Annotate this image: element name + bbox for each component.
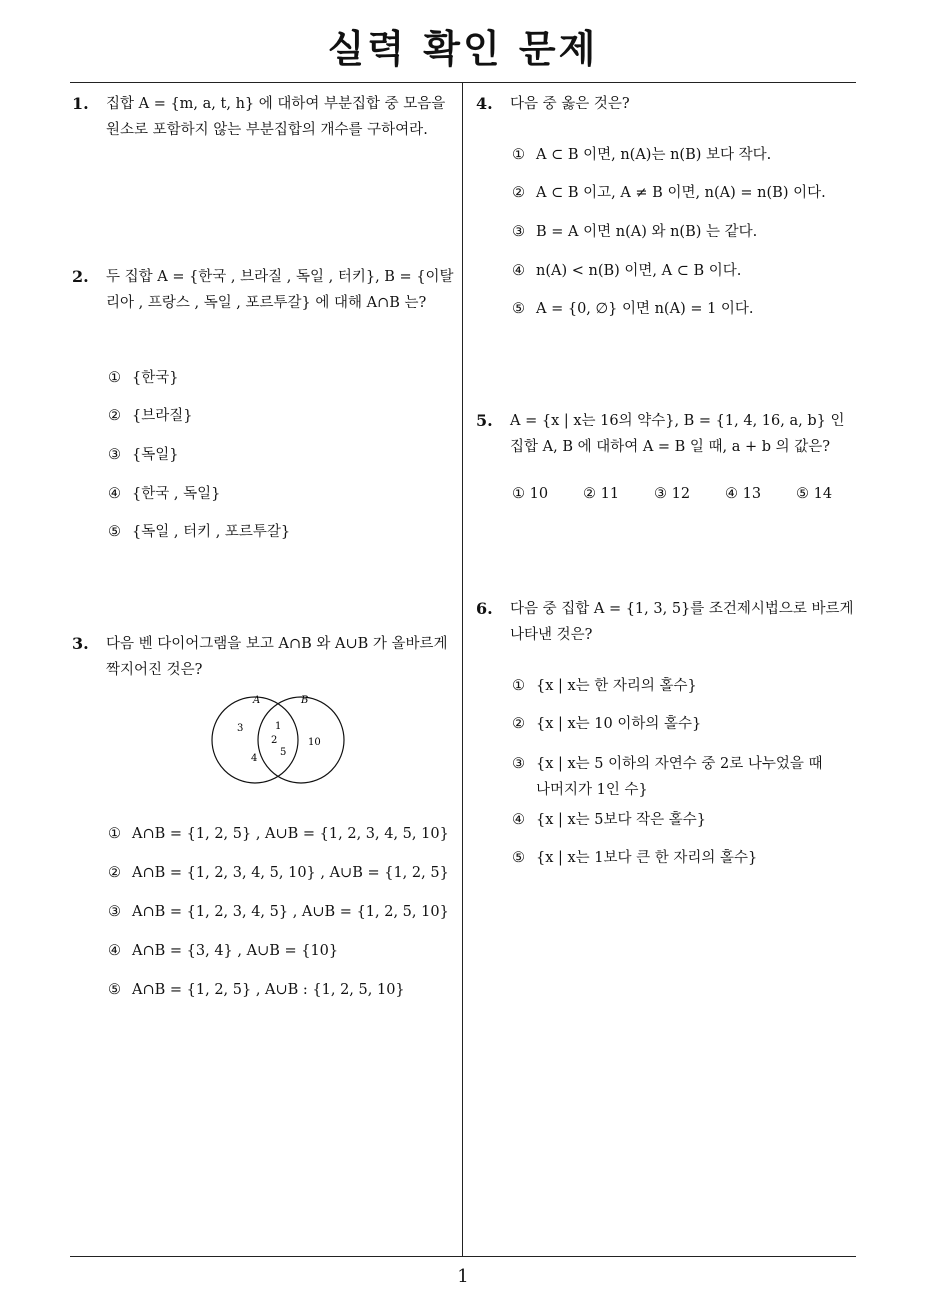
option-mark: ② [108, 865, 121, 881]
question-number: 2. [72, 267, 89, 286]
option-text: A∩B = {1, 2, 5} , A∪B : {1, 2, 5, 10} [132, 982, 405, 998]
q5-option-1[interactable] [512, 486, 583, 502]
set-a-label: A [253, 695, 261, 706]
question-6 [476, 596, 860, 648]
top-rule [70, 82, 856, 83]
option-mark: ② [583, 486, 596, 502]
question-number: 3. [72, 634, 89, 653]
question-5 [476, 408, 860, 460]
option-text: A∩B = {1, 2, 3, 4, 5} , A∪B = {1, 2, 5, 10} [132, 904, 449, 920]
question-number: 6. [476, 599, 493, 618]
option-text: A∩B = {1, 2, 5} , A∪B = {1, 2, 3, 4, 5, 10} [132, 826, 449, 842]
question-2 [72, 264, 456, 316]
option-text: 11 [600, 486, 620, 502]
option-text: {한국 , 독일} [132, 486, 221, 502]
q4-option-1[interactable] [512, 143, 771, 164]
venn-element: 2 [271, 735, 278, 746]
option-text: {x | x는 10 이하의 홀수} [536, 716, 702, 732]
q2-option-4[interactable] [108, 482, 220, 503]
option-text: {브라질} [132, 408, 193, 424]
option-text: {한국} [132, 370, 179, 386]
option-text: n(A) < n(B) 이면, A ⊂ B 이다. [536, 263, 742, 279]
option-mark: ① [108, 826, 121, 842]
option-text: {x | x는 5보다 작은 홀수} [536, 812, 707, 828]
option-text: 14 [813, 486, 833, 502]
q2-option-1[interactable] [108, 366, 178, 387]
option-mark: ⑤ [512, 850, 525, 866]
option-text: {x | x는 5 이하의 자연수 중 2로 나누었을 때 [536, 756, 823, 772]
question-text: 다음 벤 다이어그램을 보고 A∩B 와 A∪B 가 올바르게 짝지어진 것은? [106, 636, 448, 678]
set-b-label: B [301, 695, 309, 706]
venn-element: 10 [308, 737, 321, 748]
q4-option-3[interactable] [512, 220, 757, 241]
option-mark: ④ [725, 486, 738, 502]
q2-option-5[interactable] [108, 520, 290, 541]
option-text: A ⊂ B 이고, A ≠ B 이면, n(A) = n(B) 이다. [536, 185, 826, 201]
option-mark: ④ [512, 812, 525, 828]
question-text: A = {x | x는 16의 약수}, B = {1, 4, 16, a, b} 인 집합 A, B 에 대하여 A = B 일 때, a + b 의 값은? [510, 413, 845, 455]
question-text: 집합 A = {m, a, t, h} 에 대하여 부분집합 중 모음을 원소로 포함하지 않는 부분집합의 개수를 구하여라. [106, 96, 446, 138]
option-mark: ④ [108, 486, 121, 502]
option-text: {독일 , 터키 , 포르투갈} [132, 524, 291, 540]
q2-option-3[interactable] [108, 443, 178, 464]
q3-option-3[interactable] [108, 904, 449, 920]
page-number: 1 [457, 1266, 469, 1287]
question-1 [72, 91, 456, 143]
option-text: {독일} [132, 447, 179, 463]
q6-option-1[interactable] [512, 674, 697, 695]
option-mark: ① [512, 147, 525, 163]
option-text: {x | x는 1보다 큰 한 자리의 홀수} [536, 850, 758, 866]
option-text: 12 [671, 486, 691, 502]
option-mark: ③ [512, 756, 525, 772]
option-mark: ③ [108, 447, 121, 463]
option-text-continued: 나머지가 1인 수} [536, 782, 648, 798]
question-number: 1. [72, 94, 89, 113]
option-text: {x | x는 한 자리의 홀수} [536, 678, 697, 694]
option-mark: ④ [108, 943, 121, 959]
option-mark: ③ [654, 486, 667, 502]
q6-option-4[interactable] [512, 808, 706, 829]
option-mark: ③ [108, 904, 121, 920]
option-mark: ④ [512, 263, 525, 279]
option-mark: ⑤ [108, 982, 121, 998]
option-text: A = {0, ∅} 이면 n(A) = 1 이다. [536, 301, 754, 317]
q3-option-5[interactable] [108, 982, 405, 998]
option-text: 10 [529, 486, 549, 502]
q4-option-2[interactable] [512, 181, 826, 202]
q3-option-1[interactable] [108, 826, 449, 842]
option-mark: ② [512, 716, 525, 732]
venn-diagram [208, 692, 358, 786]
q6-option-5[interactable] [512, 846, 757, 867]
option-mark: ① [512, 678, 525, 694]
q3-option-2[interactable] [108, 865, 449, 881]
column-divider [462, 83, 463, 1256]
option-text: A∩B = {1, 2, 3, 4, 5, 10} , A∪B = {1, 2, 5} [132, 865, 449, 881]
q4-option-4[interactable] [512, 259, 741, 280]
set-a-circle [212, 697, 298, 783]
question-text: 다음 중 옳은 것은? [510, 96, 630, 112]
option-mark: ① [512, 486, 525, 502]
venn-element: 1 [275, 721, 282, 732]
page-title: 실력 확인 문제 [327, 27, 599, 71]
q5-options [512, 486, 867, 502]
venn-element: 4 [251, 753, 258, 764]
option-mark: ⑤ [512, 301, 525, 317]
option-text: A∩B = {3, 4} , A∪B = {10} [132, 943, 339, 959]
option-mark: ② [512, 185, 525, 201]
q2-option-2[interactable] [108, 404, 192, 425]
option-text: 13 [742, 486, 762, 502]
question-number: 5. [476, 411, 493, 430]
question-4 [476, 91, 860, 117]
q5-option-5[interactable] [796, 486, 867, 502]
question-text: 두 집합 A = {한국 , 브라질 , 독일 , 터키}, B = {이탈리아 , 프랑스 , 독일 , 포르투갈} 에 대해 A∩B 는? [106, 269, 454, 311]
question-3 [72, 631, 456, 683]
bottom-rule [70, 1256, 856, 1257]
question-number: 4. [476, 94, 493, 113]
q6-option-3[interactable] [512, 751, 823, 803]
q5-option-4[interactable] [725, 486, 796, 502]
q6-option-2[interactable] [512, 712, 701, 733]
question-text: 다음 중 집합 A = {1, 3, 5}를 조건제시법으로 바르게 나타낸 것은? [510, 601, 854, 643]
option-mark: ③ [512, 224, 525, 240]
q5-option-3[interactable] [654, 486, 725, 502]
venn-element: 5 [280, 747, 287, 758]
option-text: A ⊂ B 이면, n(A)는 n(B) 보다 작다. [536, 147, 772, 163]
option-mark: ② [108, 408, 121, 424]
q5-option-2[interactable] [583, 486, 654, 502]
option-mark: ⑤ [796, 486, 809, 502]
option-mark: ① [108, 370, 121, 386]
option-text: B = A 이면 n(A) 와 n(B) 는 같다. [536, 224, 758, 240]
venn-element: 3 [237, 723, 244, 734]
q4-option-5[interactable] [512, 297, 754, 318]
option-mark: ⑤ [108, 524, 121, 540]
q3-option-4[interactable] [108, 943, 338, 959]
